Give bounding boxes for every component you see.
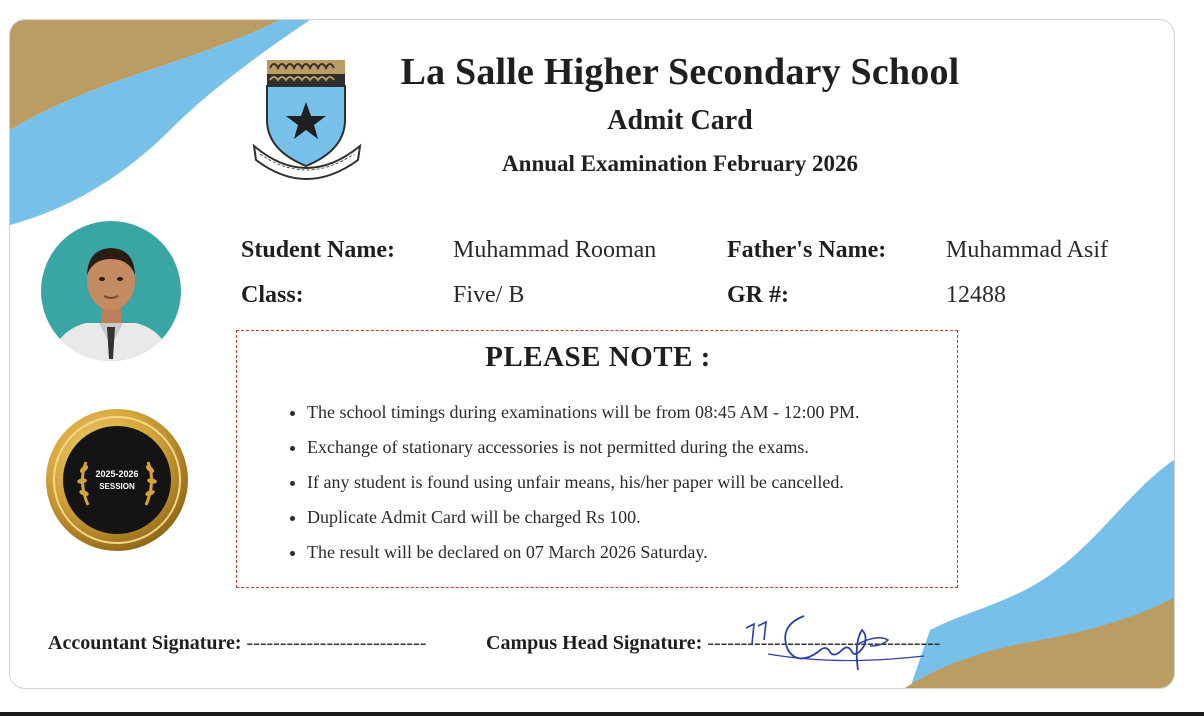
medal-session-label: SESSION bbox=[99, 482, 135, 491]
campus-head-signature-line: ----------------------------------- bbox=[707, 632, 941, 654]
student-name-value: Muhammad Rooman bbox=[453, 237, 657, 263]
accountant-signature-label: Accountant Signature: bbox=[48, 632, 242, 654]
handwritten-signature bbox=[738, 606, 928, 676]
note-item: • The school timings during examinations will be from 08:45 AM - 12:00 PM. bbox=[307, 401, 967, 436]
class-label: Class: bbox=[241, 282, 304, 308]
note-item: • If any student is found using unfair means, his/her paper will be cancelled. bbox=[307, 471, 967, 506]
gr-number-label: GR #: bbox=[727, 282, 789, 308]
accountant-signature bbox=[48, 632, 426, 655]
father-name-value: Muhammad Asif bbox=[946, 237, 1108, 263]
campus-head-signature-label: Campus Head Signature: bbox=[486, 632, 703, 654]
student-photo bbox=[41, 221, 181, 361]
bottom-rule bbox=[0, 712, 1204, 716]
accountant-signature-line: --------------------------- bbox=[246, 632, 427, 654]
gr-number-value: 12488 bbox=[946, 282, 1006, 308]
card-title: Admit Card bbox=[607, 105, 753, 136]
please-note-box bbox=[236, 330, 958, 588]
medal-session-years: 2025-2026 bbox=[95, 469, 139, 479]
exam-title: Annual Examination February 2026 bbox=[502, 151, 858, 176]
note-item: • Duplicate Admit Card will be charged Rs 100. bbox=[307, 506, 967, 541]
please-note-title: PLEASE NOTE : bbox=[485, 341, 711, 373]
student-name-label: Student Name: bbox=[241, 237, 395, 263]
note-item: • The result will be declared on 07 March 2026 Saturday. bbox=[307, 541, 967, 576]
school-name: La Salle Higher Secondary School bbox=[400, 51, 960, 93]
class-value: Five/ B bbox=[453, 282, 525, 308]
father-name-label: Father's Name: bbox=[727, 237, 887, 263]
session-medal-badge bbox=[44, 407, 190, 553]
admit-card bbox=[9, 19, 1175, 689]
note-list bbox=[287, 401, 967, 576]
note-item: • Exchange of stationary accessories is not permitted during the exams. bbox=[307, 436, 967, 471]
